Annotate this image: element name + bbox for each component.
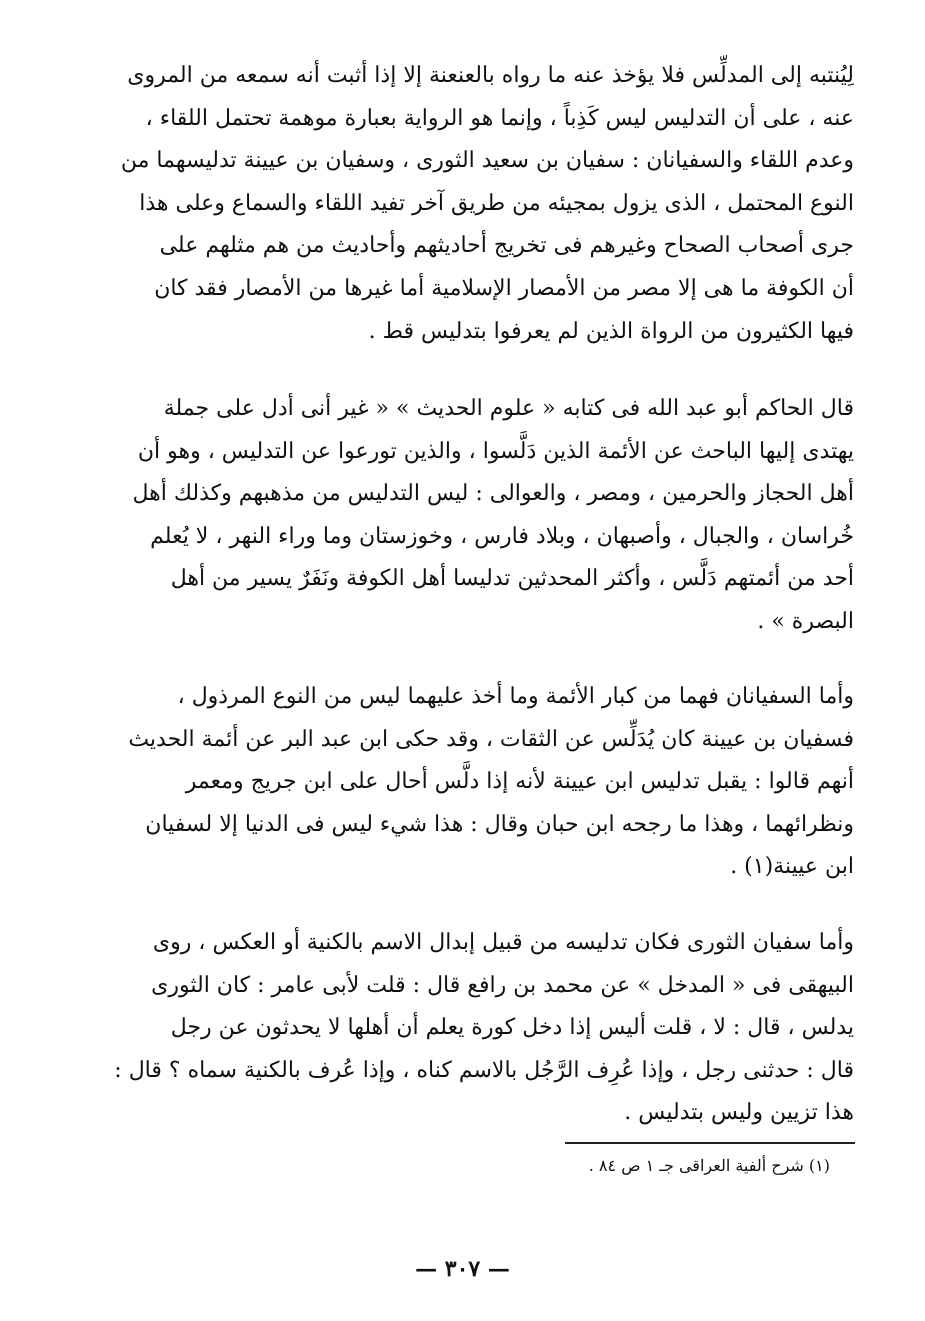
text-line: النوع المحتمل ، الذى يزول بمجيئه من طريق آخر تفيد اللقاء والسماع وعلى هذا [139,190,854,216]
paragraph-3 [76,676,854,889]
text-line: هذا تزيين وليس بتدليس . [624,1100,854,1126]
text-line: وأما سفيان الثورى فكان تدليسه من قبيل إبدال الاسم بالكنية أو العكس ، روى [152,930,854,955]
text-line: عنه ، على أن التدليس ليس كَذِباً ، وإنما هو الرواية بعبارة موهمة تحتمل اللقاء ، [145,105,854,131]
paragraph-1 [76,55,854,353]
text-line: قال الحاكم أبو عبد الله فى كتابه « علوم الحديث » « غير أنى أدل على جملة [163,396,854,421]
page-number: — ٣٠٧ — [415,1256,510,1282]
text-line: البيهقى فى « المدخل » عن محمد بن رافع قال : قلت لأبى عامر : كان الثورى [151,972,854,998]
footnote-separator [565,1142,855,1144]
text-line: يهتدى إليها الباحث عن الأئمة الذين دَلَّسوا ، والذين تورعوا عن التدليس ، وهو أن [137,438,854,464]
text-line: يدلس ، قال : لا ، قلت أليس إذا دخل كورة يعلم أن أهلها لا يحدثون عن رجل [170,1015,854,1041]
text-line: ونظرائهما ، وهذا ما رجحه ابن حبان وقال : هذا شيء ليس فى الدنيا إلا لسفيان [145,811,854,837]
footnote: (١) شرح ألفية العراقى جـ ١ ص ٨٤ . [588,1156,830,1175]
text-line: جرى أصحاب الصحاح وغيرهم فى تخريج أحاديثهم وأحاديث من هم مثلهم على [159,233,854,259]
text-line: أحد من أئمتهم دَلَّس ، وأكثر المحدثين تدليسا أهل الكوفة ونَفَرٌ يسير من أهل [170,566,854,592]
text-line: ابن عيينة(١) . [730,854,854,880]
text-line: البصرة » . [757,608,854,634]
paragraph-4 [76,922,854,1135]
text-line: وأما السفيانان فهما من كبار الأئمة وما أخذ عليهما ليس من النوع المرذول ، [177,684,854,709]
text-line: قال : حدثنى رجل ، وإذا عُرِف الرَّجُل بالاسم كناه ، وإذا عُرف بالكنية سماه ؟ قال : [114,1057,854,1083]
text-line: فيها الكثيرون من الرواة الذين لم يعرفوا بتدليس قط . [368,318,854,344]
text-line: خُراسان ، والجبال ، وأصبهان ، وبلاد فارس ، وخوزستان وما وراء النهر ، لا يُعلم [150,523,854,549]
paragraph-2 [76,388,854,644]
text-line: وعدم اللقاء والسفيانان : سفيان بن سعيد الثورى ، وسفيان بن عيينة تدليسهما من [120,148,854,174]
text-line: أنهم قالوا : يقبل تدليس ابن عيينة لأنه إذا دلَّس أحال على ابن جريج ومعمر [185,769,854,795]
text-line: لِيُنتبه إلى المدلِّس فلا يؤخذ عنه ما رواه بالعنعنة إلا إذا أثبت أنه سمعه من المروى [127,63,854,88]
text-line: أهل الحجاز والحرمين ، ومصر ، والعوالى : ليس التدليس من مذهبهم وكذلك أهل [132,481,854,507]
text-line: فسفيان بن عيينة كان يُدَلِّس عن الثقات ، وقد حكى ابن عبد البر عن أئمة الحديث [128,726,854,752]
text-line: أن الكوفة ما هى إلا مصر من الأمصار الإسلامية أما غيرها من الأمصار فقد كان [154,275,854,301]
